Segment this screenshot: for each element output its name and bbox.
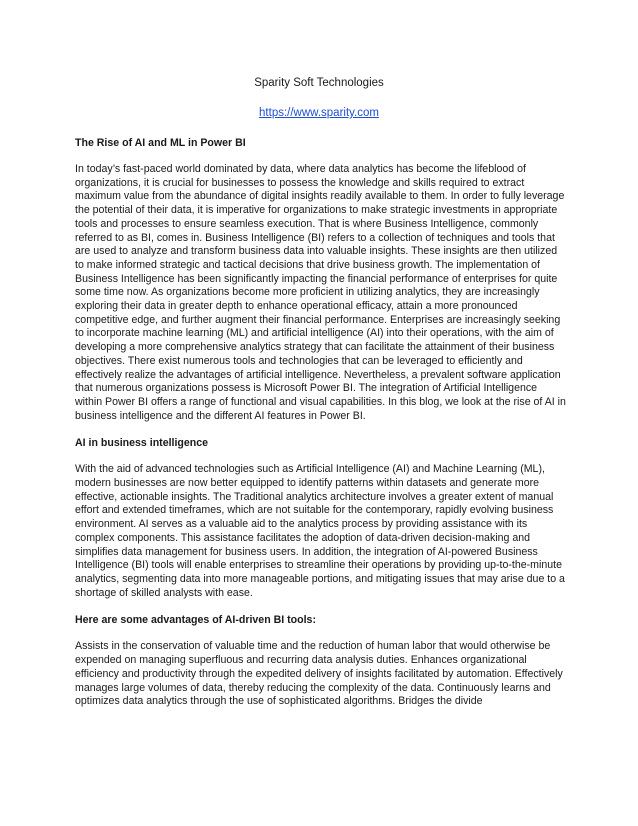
section-heading-ai-bi: AI in business intelligence — [75, 437, 209, 450]
section-paragraph-ai-bi: With the aid of advanced technologies such as Artificial Intelligence (AI) and Machine Learning (ML), modern businesses are now better equipped to identify patterns within datasets and generate more effective, actionable insights. The Traditional analytics architecture involves a greater extent of manual effort and extended timeframes, which are not suitable for the contemporary, rapidly evolving business environment. AI serves as a valuable aid to the analytics process by providing assistance with its complex components. This assistance facilitates the adoption of data-driven decision-making and simplifies data management for business users. In addition, the integration of AI-powered Business Intelligence (BI) tools will enable enterprises to streamline their operations by providing up-to-the-minute analytics, segmenting data into more manageable portions, and mitigating issues that may arise due to a shortage of skilled analysts with ease. — [75, 463, 565, 599]
section-heading-advantages: Here are some advantages of AI-driven BI tools: — [75, 614, 316, 627]
company-name: Sparity Soft Technologies — [254, 77, 384, 89]
website-link[interactable]: https://www.sparity.com — [259, 107, 379, 119]
document-body — [75, 136, 567, 722]
section-paragraph-rise: In today’s fast-paced world dominated by data, where data analytics has become the lifeblood of organizations, it is crucial for businesses to possess the knowledge and skills required to extract maximum value from the abundance of digital insights readily available to them. In order to fully leverage the potential of their data, it is imperative for organizations to make strategic investments in appropriate tools and processes to ensure seamless execution. That is where Business Intelligence, commonly referred to as BI, comes in. Business Intelligence (BI) refers to a collection of techniques and tools that are used to analyze and transform business data into valuable insights. These insights are then utilized to make informed strategic and tactical decisions that drive business growth. The implementation of Business Intelligence has been significantly impacting the financial performance of enterprises for quite some time now. As organizations become more proficient in utilizing analytics, they are increasingly exploring their data in greater depth to enhance operational efficacy, attain a more pronounced competitive edge, and further augment their financial performance. Enterprises are increasingly seeking to incorporate machine learning (ML) and artificial intelligence (AI) into their operations, with the aim of developing a more comprehensive analytics strategy that can facilitate the attainment of their business objectives. There exist numerous tools and technologies that can be leveraged to efficiently and effectively realize the advantages of artificial intelligence. Nevertheless, a prevalent software application that numerous organizations possess is Microsoft Power BI. The integration of Artificial Intelligence within Power BI offers a range of functional and visual capabilities. In this blog, we look at the rise of AI in business intelligence and the different AI features in Power BI. — [75, 163, 566, 422]
section-paragraph-advantages: Assists in the conservation of valuable time and the reduction of human labor that would otherwise be expended on managing superfluous and recurring data analysis duties. Enhances organizational efficiency and productivity through the expedited delivery of insights facilitated by automation. Effectively manages large volumes of data, thereby reducing the complexity of the data. Continuously learns and optimizes data analytics through the use of sophisticated algorithms. Bridges the divide — [75, 640, 563, 708]
section-heading-rise: The Rise of AI and ML in Power BI — [75, 137, 246, 149]
website-link-container — [0, 106, 638, 121]
